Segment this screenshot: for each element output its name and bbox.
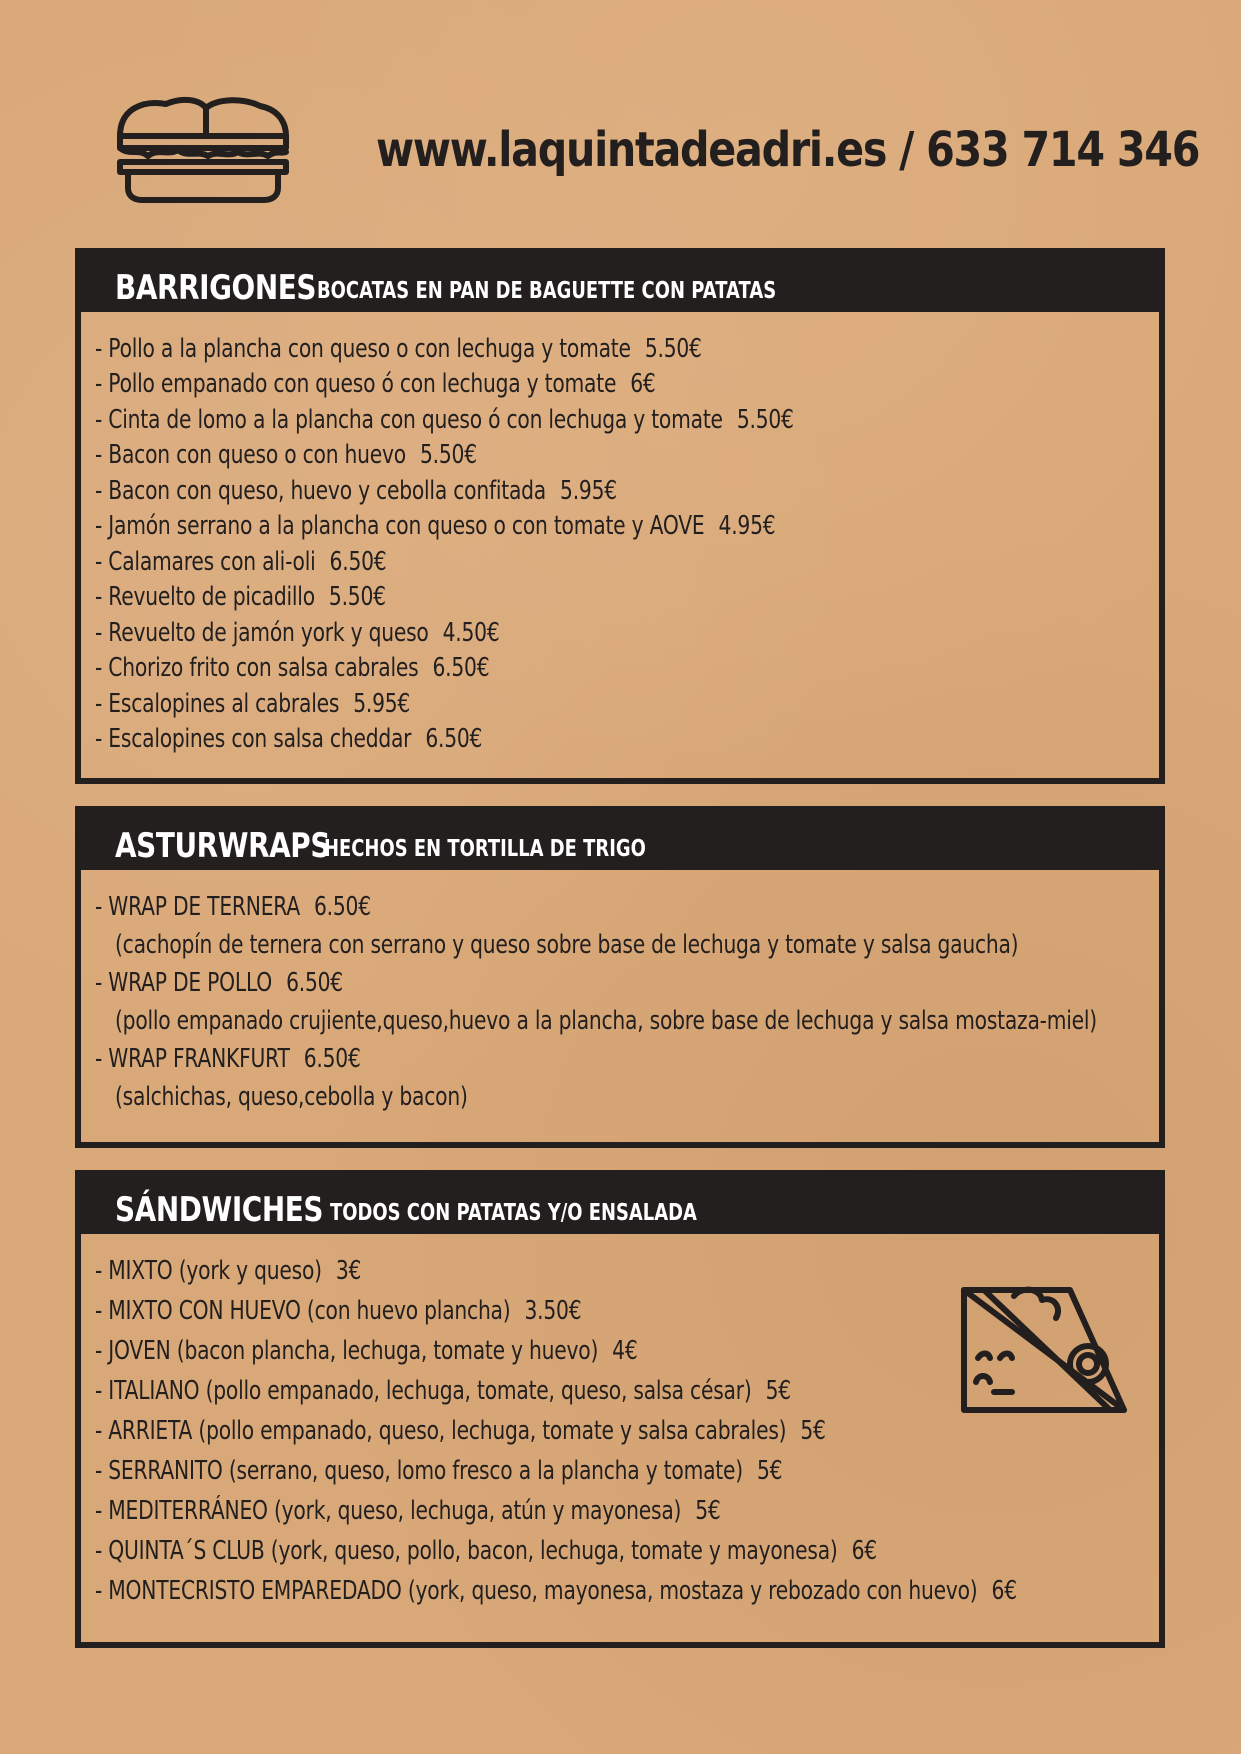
section-subtitle: BOCATAS EN PAN DE BAGUETTE CON PATATAS	[317, 278, 777, 304]
sub-sandwich-icon	[114, 96, 292, 208]
section-header	[81, 254, 1159, 312]
list-item: - MONTECRISTO EMPAREDADO (york, queso, mayonesa, mostaza y rebozado con huevo) 6€	[95, 1576, 1017, 1606]
list-item: - Bacon con queso, huevo y cebolla confitada 5.95€	[95, 476, 617, 506]
section-barrigones	[75, 248, 1165, 784]
section-title: ASTURWRAPS	[115, 826, 330, 866]
list-item: - JOVEN (bacon plancha, lechuga, tomate y huevo) 4€	[95, 1336, 638, 1366]
list-item: - Calamares con ali-oli 6.50€	[95, 547, 387, 577]
list-item: - Bacon con queso o con huevo 5.50€	[95, 440, 477, 470]
list-item: - Chorizo frito con salsa cabrales 6.50€	[95, 653, 490, 683]
list-item: - QUINTA´S CLUB (york, queso, pollo, bacon, lechuga, tomate y mayonesa) 6€	[95, 1536, 877, 1566]
section-header	[81, 812, 1159, 870]
list-item: - Cinta de lomo a la plancha con queso ó con lechuga y tomate 5.50€	[95, 405, 794, 435]
triangle-sandwich-icon	[960, 1286, 1130, 1416]
list-item: - WRAP FRANKFURT 6.50€	[95, 1044, 361, 1074]
list-item: - Escalopines al cabrales 5.95€	[95, 689, 411, 719]
section-title: SÁNDWICHES	[115, 1190, 324, 1230]
section-subtitle: TODOS CON PATATAS Y/O ENSALADA	[330, 1200, 697, 1226]
item-description: (cachopín de ternera con serrano y queso sobre base de lechuga y tomate y salsa gaucha)	[115, 930, 1019, 960]
section-title: BARRIGONES	[115, 268, 317, 308]
list-item: - Jamón serrano a la plancha con queso o con tomate y AOVE 4.95€	[95, 511, 776, 541]
section-header	[81, 1176, 1159, 1234]
list-item: - MIXTO CON HUEVO (con huevo plancha) 3.50€	[95, 1296, 582, 1326]
list-item: - ITALIANO (pollo empanado, lechuga, tomate, queso, salsa césar) 5€	[95, 1376, 791, 1406]
list-item: - Pollo a la plancha con queso o con lechuga y tomate 5.50€	[95, 334, 702, 364]
list-item: - Revuelto de picadillo 5.50€	[95, 582, 386, 612]
list-item: - MIXTO (york y queso) 3€	[95, 1256, 362, 1286]
list-item: - SERRANITO (serrano, queso, lomo fresco a la plancha y tomate) 5€	[95, 1456, 783, 1486]
list-item: - WRAP DE POLLO 6.50€	[95, 968, 343, 998]
list-item: - Escalopines con salsa cheddar 6.50€	[95, 724, 483, 754]
list-item: - WRAP DE TERNERA 6.50€	[95, 892, 371, 922]
website-phone: www.laquintadeadri.es / 633 714 346	[376, 122, 1200, 178]
list-item: - Pollo empanado con queso ó con lechuga y tomate 6€	[95, 369, 656, 399]
list-item: - Revuelto de jamón york y queso 4.50€	[95, 618, 500, 648]
section-asturwraps	[75, 806, 1165, 1148]
section-subtitle: HECHOS EN TORTILLA DE TRIGO	[324, 836, 646, 862]
item-description: (salchichas, queso,cebolla y bacon)	[115, 1082, 468, 1112]
item-description: (pollo empanado crujiente,queso,huevo a la plancha, sobre base de lechuga y salsa mostaza-miel)	[115, 1006, 1097, 1036]
list-item: - MEDITERRÁNEO (york, queso, lechuga, atún y mayonesa) 5€	[95, 1496, 721, 1526]
list-item: - ARRIETA (pollo empanado, queso, lechuga, tomate y salsa cabrales) 5€	[95, 1416, 826, 1446]
